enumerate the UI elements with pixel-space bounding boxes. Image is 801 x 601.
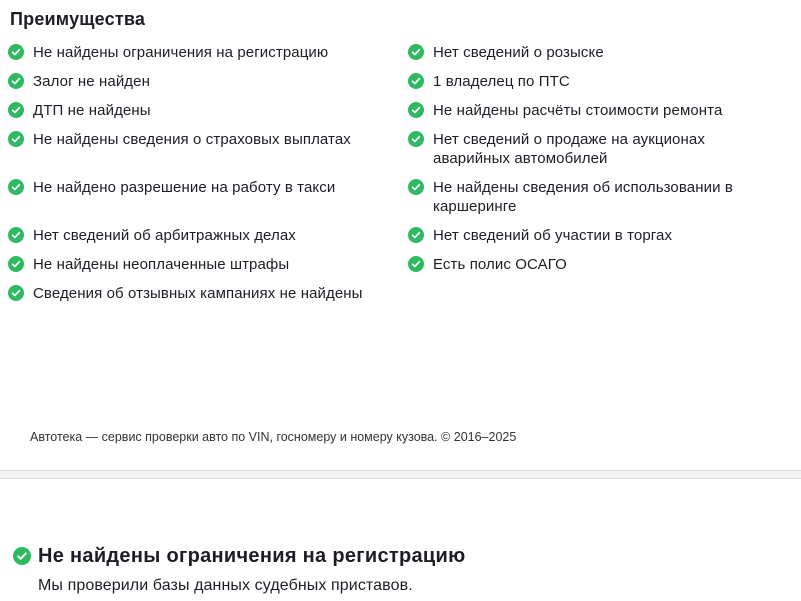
advantage-row — [8, 255, 801, 274]
check-circle-icon — [408, 227, 424, 243]
check-circle-icon — [8, 102, 24, 118]
advantage-item-left — [8, 284, 408, 303]
check-circle-icon — [408, 256, 424, 272]
advantage-item-right — [408, 101, 793, 120]
advantage-label: Не найдены сведения об использовании в каршеринге — [433, 179, 733, 215]
advantage-item-left — [8, 178, 408, 216]
advantage-label: Нет сведений о розыске — [433, 44, 604, 61]
advantage-item-left — [8, 255, 408, 274]
advantage-label: Не найдены ограничения на регистрацию — [33, 44, 329, 61]
check-circle-icon — [8, 131, 24, 147]
advantage-item-left — [8, 72, 408, 91]
advantage-label: Нет сведений о продаже на аукционах аварийных автомобилей — [433, 131, 705, 167]
advantage-label: Есть полис ОСАГО — [433, 256, 567, 273]
advantage-item-right — [408, 226, 793, 245]
detail-description: Мы проверили базы данных судебных приставов. — [38, 577, 413, 594]
check-circle-icon — [8, 256, 24, 272]
advantage-item-right — [408, 72, 793, 91]
check-circle-icon — [13, 547, 31, 565]
check-circle-icon — [8, 285, 24, 301]
advantage-item-right — [408, 43, 793, 62]
advantage-label: Не найдены сведения о страховых выплатах — [33, 131, 351, 148]
check-circle-icon — [408, 179, 424, 195]
advantage-row — [8, 284, 801, 303]
detail-header — [13, 544, 801, 568]
advantage-label: Нет сведений об участии в торгах — [433, 227, 673, 244]
check-circle-icon — [8, 179, 24, 195]
advantage-row — [8, 72, 801, 91]
advantage-label: Не найдены неоплаченные штрафы — [33, 256, 290, 273]
advantage-label: Залог не найден — [33, 73, 150, 90]
advantage-label: 1 владелец по ПТС — [433, 73, 570, 90]
advantage-label: Не найдены расчёты стоимости ремонта — [433, 102, 723, 119]
check-circle-icon — [8, 44, 24, 60]
advantage-label: Нет сведений об арбитражных делах — [33, 227, 296, 244]
detail-heading: Не найдены ограничения на регистрацию — [38, 545, 466, 567]
advantage-row — [8, 43, 801, 62]
advantage-item-left — [8, 101, 408, 120]
section-divider — [0, 470, 801, 479]
advantage-row — [8, 101, 801, 120]
advantage-label: Сведения об отзывных кампаниях не найдены — [33, 285, 363, 302]
advantage-item-left — [8, 43, 408, 62]
check-circle-icon — [408, 73, 424, 89]
check-circle-icon — [408, 131, 424, 147]
advantages-grid — [8, 43, 801, 313]
check-circle-icon — [408, 44, 424, 60]
advantage-item-right — [408, 130, 793, 168]
detail-section — [0, 479, 801, 596]
advantage-item-right — [408, 178, 793, 216]
advantage-item-left — [8, 130, 408, 168]
check-circle-icon — [408, 102, 424, 118]
advantage-label: Не найдено разрешение на работу в такси — [33, 179, 336, 196]
page-title: Преимущества — [10, 9, 146, 29]
footer-note: Автотека — сервис проверки авто по VIN, госномеру и номеру кузова. © 2016–2025 — [30, 430, 517, 444]
check-circle-icon — [8, 73, 24, 89]
check-circle-icon — [8, 227, 24, 243]
advantage-row — [8, 130, 801, 168]
advantage-item-right — [408, 255, 793, 274]
advantage-item-left — [8, 226, 408, 245]
advantage-label: ДТП не найдены — [33, 102, 151, 119]
advantage-row — [8, 178, 801, 216]
advantage-row — [8, 226, 801, 245]
